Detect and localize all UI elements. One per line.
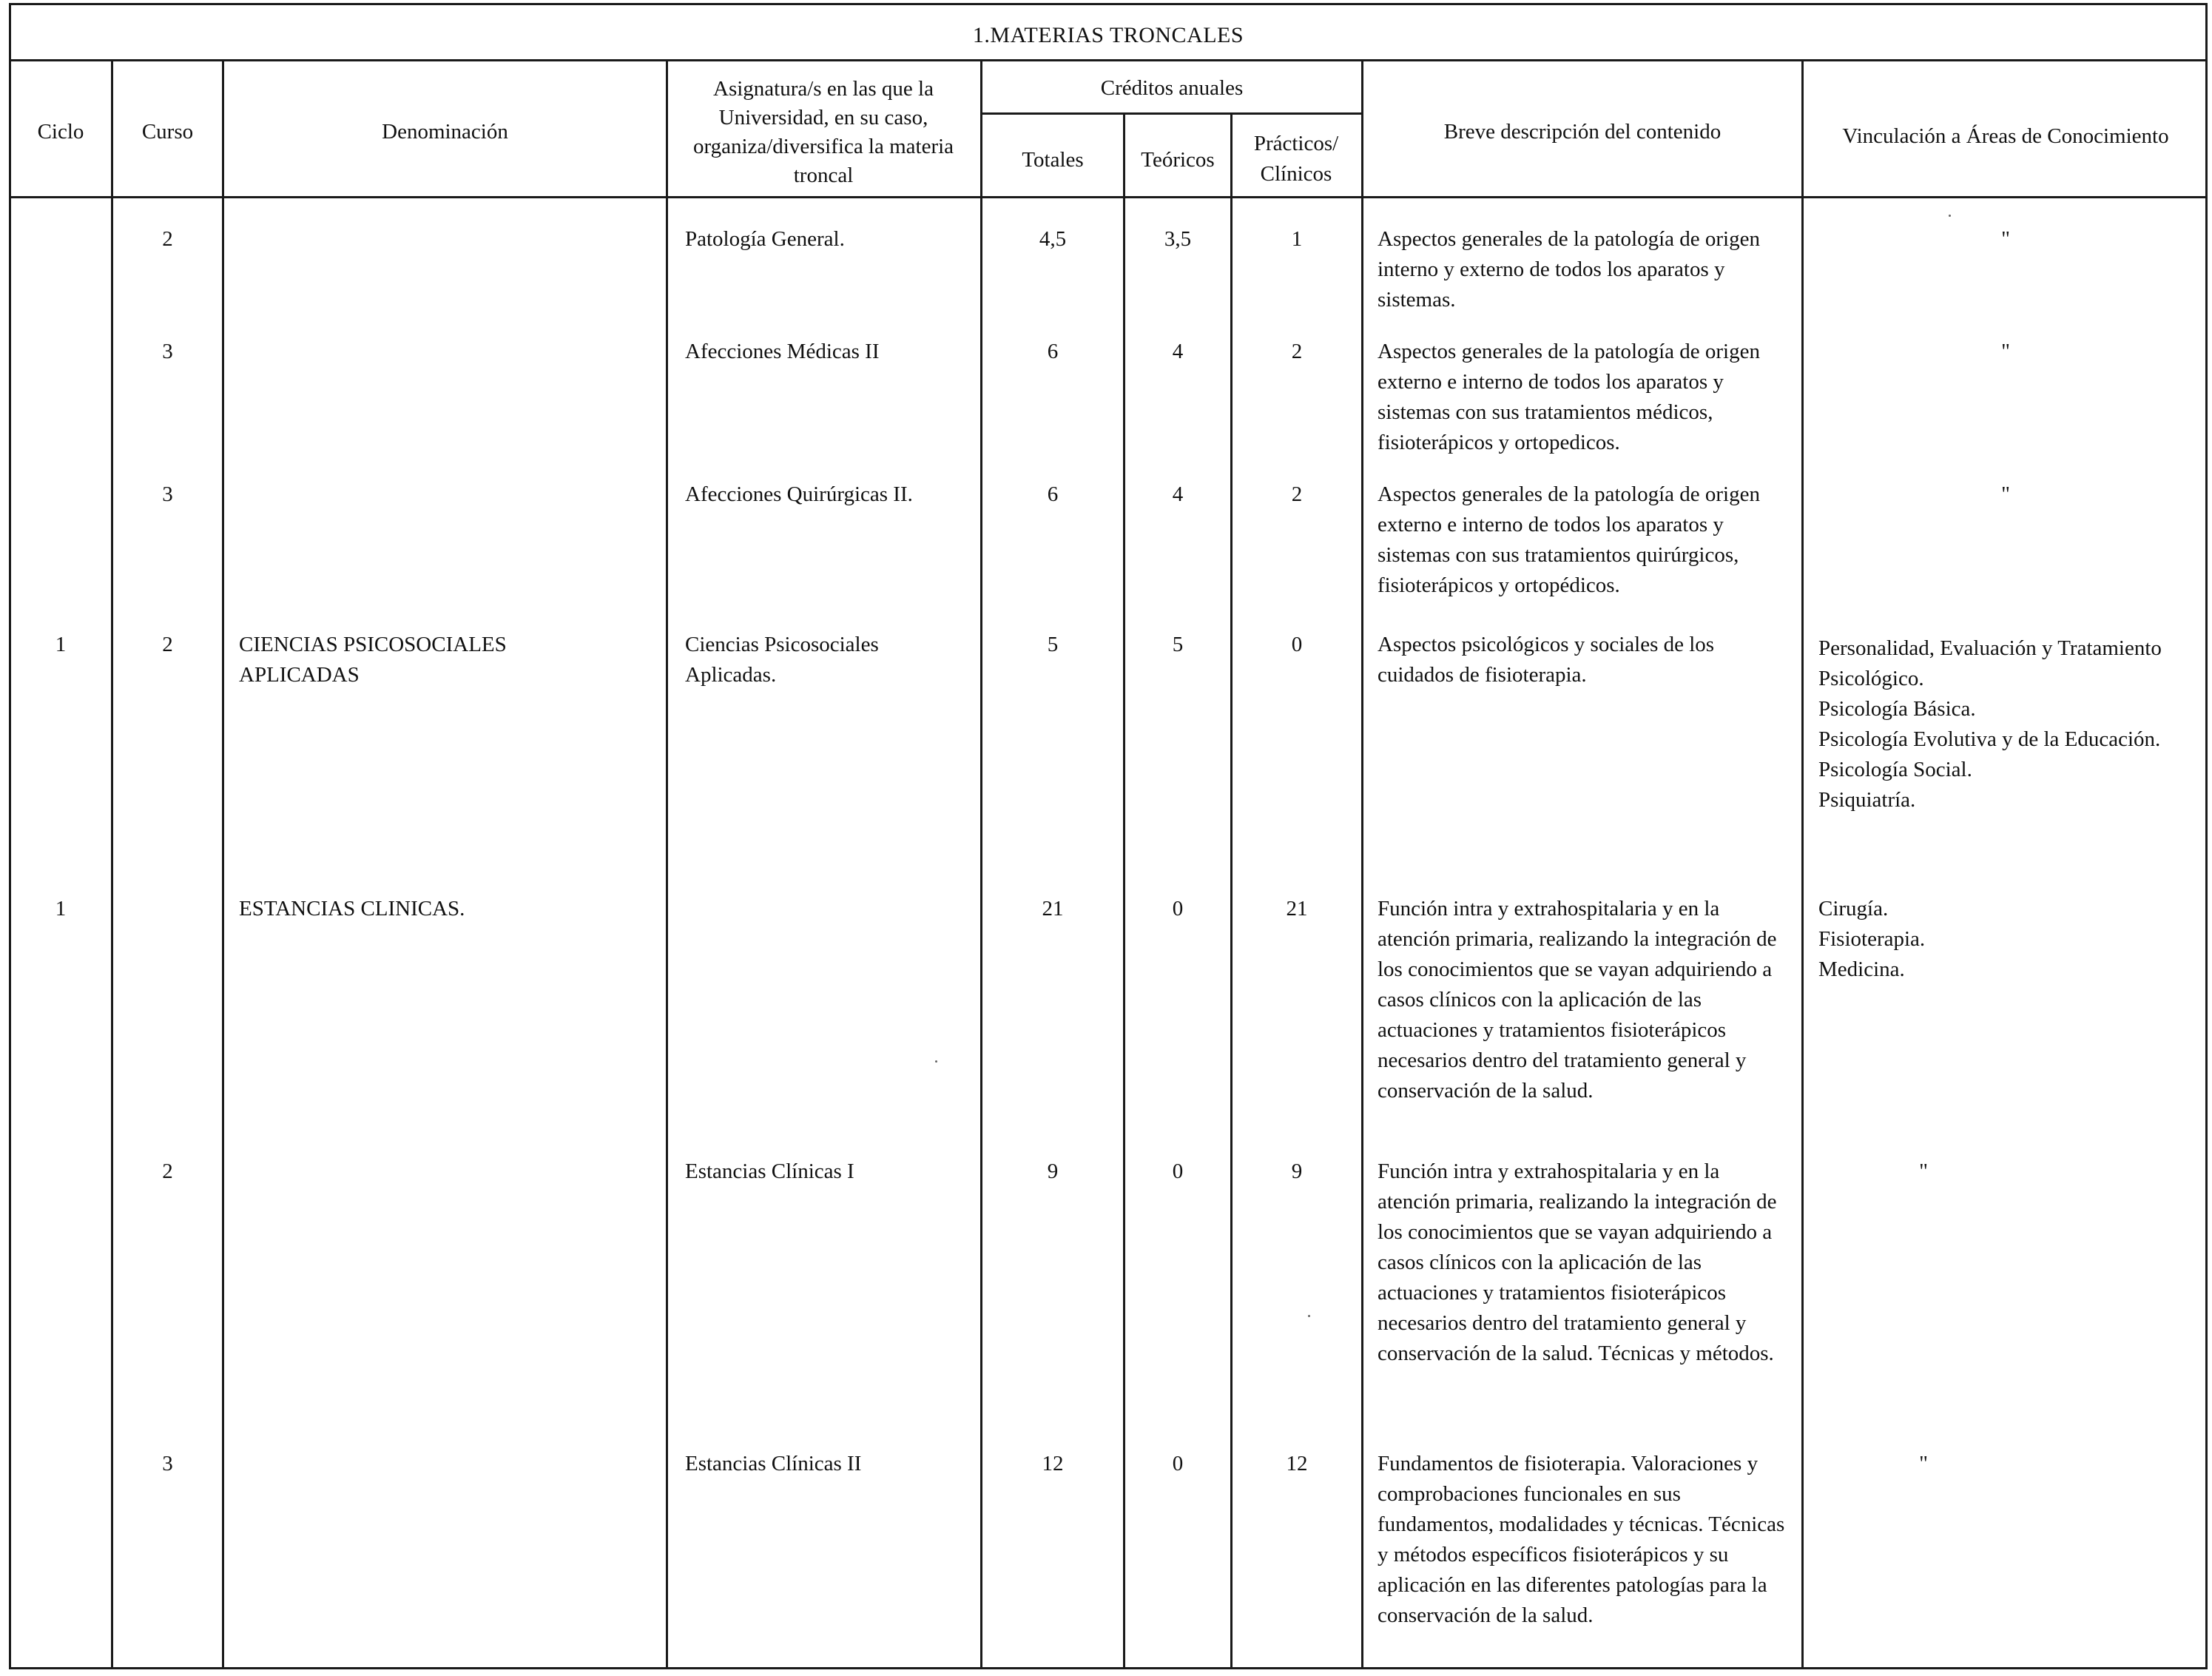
header-practicos: Prácticos/ Clínicos xyxy=(1253,132,1339,186)
col-rule-denominacion xyxy=(666,59,668,1669)
row-totales: 21 xyxy=(1042,897,1064,921)
row-vinculacion: " xyxy=(2001,482,2010,506)
row-practicos: 2 xyxy=(1291,482,1303,506)
row-descripcion: Función intra y extrahospitalaria y en la atención primaria, realizando la integración de los conocimientos que se vayan adquiriendo a casos clínicos con la aplicación de las actuaciones y tratamientos fisioterápicos necesarios dentro del tratamiento general y conservación de la salud. xyxy=(1378,897,1777,1103)
row-asignatura: Afecciones Médicas II xyxy=(685,340,880,363)
table-title: 1.MATERIAS TRONCALES xyxy=(972,23,1244,47)
row-denominacion: CIENCIAS PSICOSOCIALES APLICADAS xyxy=(239,633,507,687)
row-practicos: 21 xyxy=(1286,897,1308,921)
row-teoricos: 5 xyxy=(1172,633,1184,656)
row-practicos: 1 xyxy=(1291,227,1303,251)
header-curso: Curso xyxy=(141,120,194,144)
row-totales: 6 xyxy=(1047,340,1059,363)
row-practicos: 9 xyxy=(1291,1160,1303,1183)
row-curso: 3 xyxy=(162,1452,173,1475)
row-asignatura: Ciencias Psicosociales Aplicadas. xyxy=(685,633,879,687)
header-creditos: Créditos anuales xyxy=(1100,76,1244,100)
row-vinculacion: " xyxy=(1919,1160,1928,1183)
row-teoricos: 0 xyxy=(1172,1452,1184,1475)
col-rule-ciclo xyxy=(111,59,113,1669)
row-totales: 6 xyxy=(1047,482,1059,506)
row-teoricos: 0 xyxy=(1172,1160,1184,1183)
header-totales: Totales xyxy=(1022,148,1084,172)
row-totales: 12 xyxy=(1042,1452,1064,1475)
row-asignatura: Estancias Clínicas I xyxy=(685,1160,854,1183)
row-totales: 4,5 xyxy=(1039,227,1067,251)
title-rule xyxy=(9,59,2208,61)
header-descripcion: Breve descripción del contenido xyxy=(1443,120,1722,144)
row-curso: 3 xyxy=(162,340,173,363)
scan-speck xyxy=(1308,1315,1310,1317)
header-bottom-rule xyxy=(9,196,2208,198)
row-curso: 2 xyxy=(162,1160,173,1183)
row-vinculacion: " xyxy=(2001,227,2010,251)
row-ciclo: 1 xyxy=(55,633,67,656)
row-ciclo: 1 xyxy=(55,897,67,921)
row-asignatura: Patología General. xyxy=(685,227,845,251)
scan-speck xyxy=(1949,215,1951,217)
col-rule-descripcion xyxy=(1801,59,1804,1669)
row-vinculacion: Personalidad, Evaluación y Tratamiento Psicológico. Psicología Básica. Psicología Evolutiva y de la Educación. Psicología Social. Psiquiatría. xyxy=(1818,636,2162,812)
scan-speck xyxy=(935,1060,937,1063)
row-asignatura: Estancias Clínicas II xyxy=(685,1452,862,1475)
row-vinculacion: " xyxy=(1919,1452,1928,1475)
row-curso: 3 xyxy=(162,482,173,506)
row-practicos: 12 xyxy=(1286,1452,1308,1475)
row-descripcion: Aspectos generales de la patología de origen externo e interno de todos los aparatos y sistemas con sus tratamientos médicos, fisioterápicos y ortopedicos. xyxy=(1378,340,1760,454)
row-practicos: 2 xyxy=(1291,340,1303,363)
row-teoricos: 4 xyxy=(1172,482,1184,506)
row-practicos: 0 xyxy=(1291,633,1303,656)
row-descripcion: Aspectos generales de la patología de origen externo e interno de todos los aparatos y sistemas con sus tratamientos quirúrgicos, fisioterápicos y ortopédicos. xyxy=(1378,482,1760,597)
row-totales: 5 xyxy=(1047,633,1059,656)
row-denominacion: ESTANCIAS CLINICAS. xyxy=(239,897,465,921)
header-asignatura: Asignatura/s en las que la Universidad, en su caso, organiza/diversifica la materia troncal xyxy=(692,77,954,187)
header-ciclo: Ciclo xyxy=(37,120,84,144)
header-vinculacion: Vinculación a Áreas de Conocimiento xyxy=(1842,124,2169,148)
row-teoricos: 3,5 xyxy=(1164,227,1192,251)
row-totales: 9 xyxy=(1047,1160,1059,1183)
row-teoricos: 4 xyxy=(1172,340,1184,363)
row-vinculacion: " xyxy=(2001,340,2010,363)
header-teoricos: Teóricos xyxy=(1141,148,1215,172)
row-curso: 2 xyxy=(162,633,173,656)
col-rule-curso xyxy=(222,59,224,1669)
row-curso: 2 xyxy=(162,227,173,251)
col-rule-asignatura xyxy=(980,59,982,1669)
row-descripcion: Función intra y extrahospitalaria y en la atención primaria, realizando la integración de los conocimientos que se vayan adquiriendo a casos clínicos con la aplicación de las actuaciones y tratamientos fisioterápicos necesarios dentro del tratamiento general y conservación de la salud. Técnicas y métodos. xyxy=(1378,1160,1777,1365)
row-descripcion: Aspectos generales de la patología de origen interno y externo de todos los aparatos y sistemas. xyxy=(1378,227,1760,312)
row-descripcion: Fundamentos de fisioterapia. Valoraciones y comprobaciones funcionales en sus fundamentos, modalidades y técnicas. Técnicas y métodos específicos fisioterápicos y su aplicación en las diferentes patologías para la conservación de la salud. xyxy=(1378,1452,1785,1627)
creditos-subrule xyxy=(980,112,1361,115)
row-asignatura: Afecciones Quirúrgicas II. xyxy=(685,482,913,506)
row-teoricos: 0 xyxy=(1172,897,1184,921)
header-denominacion: Denominación xyxy=(382,120,508,144)
col-rule-practicos xyxy=(1361,59,1363,1669)
row-descripcion: Aspectos psicológicos y sociales de los cuidados de fisioterapia. xyxy=(1378,633,1715,687)
row-vinculacion: Cirugía. Fisioterapia. Medicina. xyxy=(1818,897,1926,981)
